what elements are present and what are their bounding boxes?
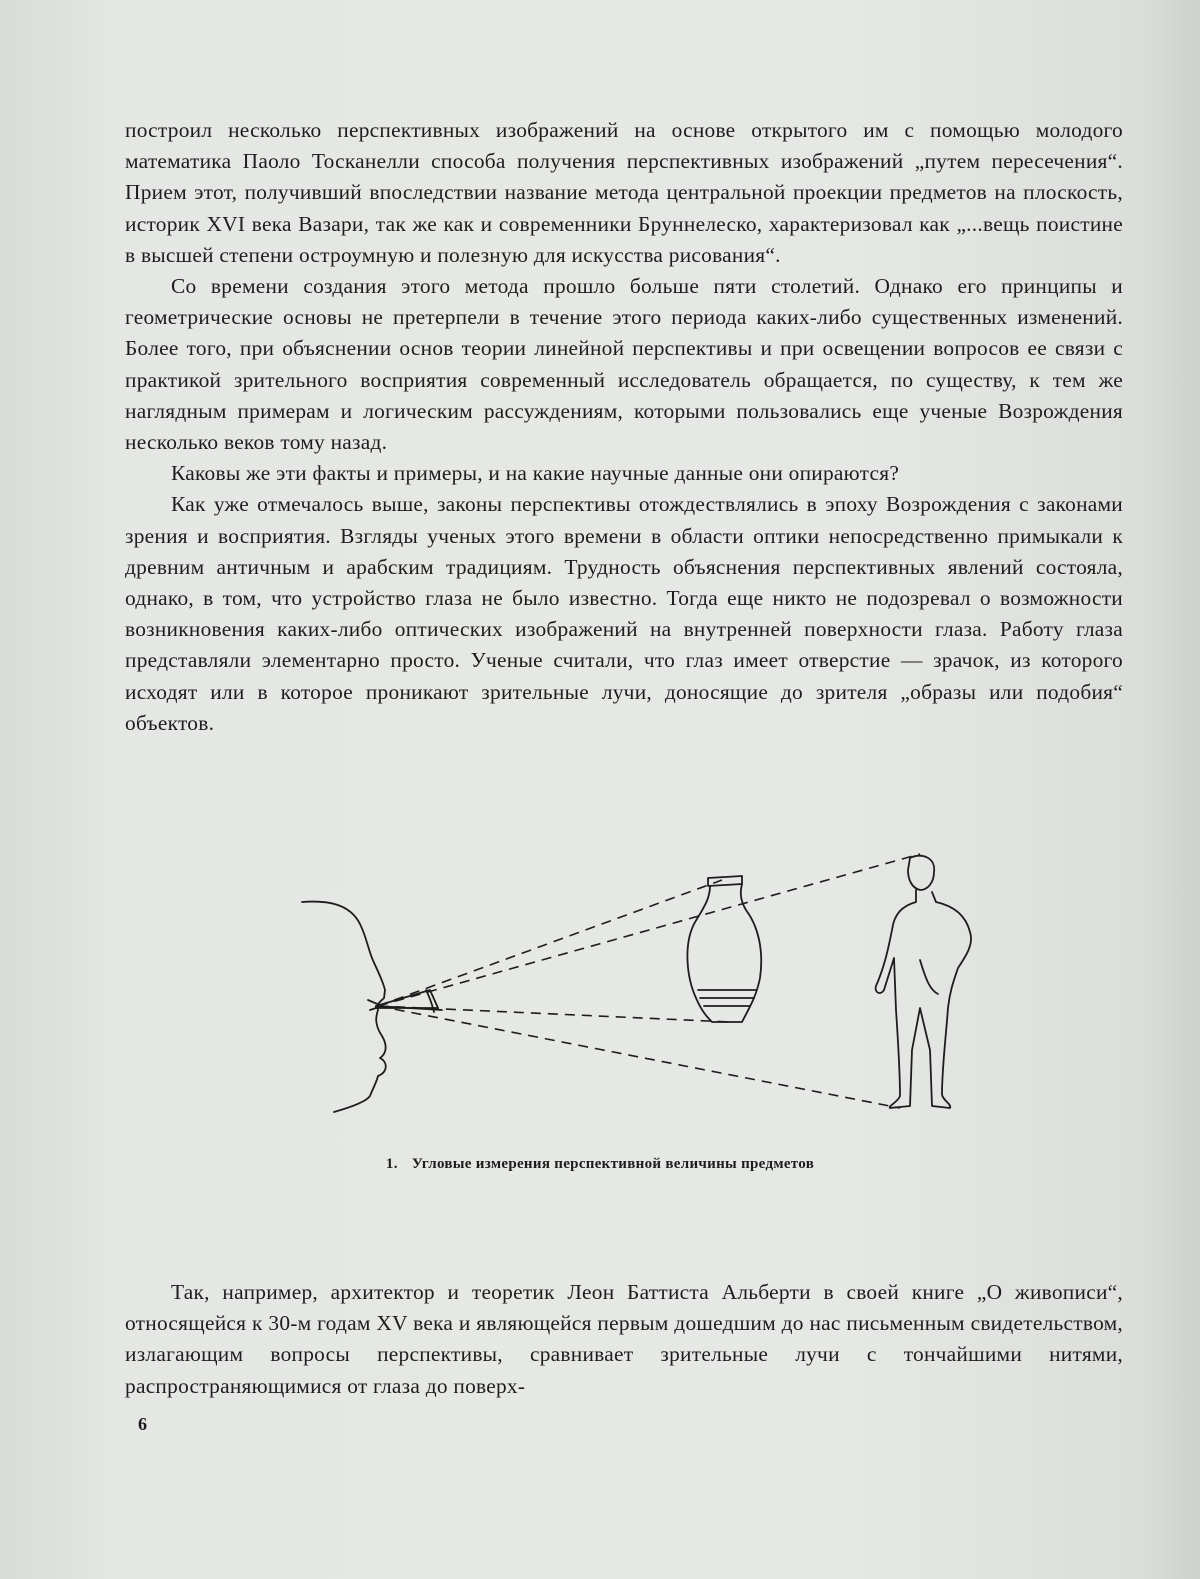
paragraph: построил несколько перспективных изображений на основе открытого им с помощью молодого математика Паоло Тосканелли способа получения перспективных изображений „путем пересечения“. Прием этот, получивший впоследствии название метода центральной проекции предметов на плоскость, историк XVI века Вазари, так же как и современники Бруннелеско, характеризовал как „...вещь поистине в высшей степени остроумную и полезную для искусства рисования“. bbox=[125, 118, 1123, 267]
page-number: 6 bbox=[138, 1414, 147, 1434]
paragraph: Каковы же эти факты и примеры, и на какие научные данные они опираются? bbox=[171, 461, 900, 486]
paragraph: Со времени создания этого метода прошло больше пяти столетий. Однако его принципы и геометрические основы не претерпели в течение этого периода каких-либо существенных изменений. Более того, при объяснении основ теории линейной перспективы и при освещении вопросов ее связи с практикой зрительного восприятия современный исследователь обращается, по существу, к тем же наглядным примерам и логическим рассуждениям, которыми пользовались еще ученые Возрождения несколько веков тому назад. bbox=[125, 274, 1123, 455]
paragraph: Как уже отмечалось выше, законы перспективы отождествлялись в эпоху Возрождения с законами зрения и восприятия. Взгляды ученых этого времени в области оптики непосредственно примыкали к древним античным и арабским традициям. Трудность объяснения перспективных явлений состояла, однако, в том, что устройство глаза не было известно. Тогда еще никто не подозревал о возможности возникновения каких-либо оптических изображений на внутренней поверхности глаза. Работу глаза представляли элементарно просто. Ученые считали, что глаз имеет отверстие — зрачок, из которого исходят или в которое проникают зрительные лучи, доносящие до зрителя „образы или подобия“ объектов. bbox=[125, 492, 1123, 735]
sight-lines bbox=[378, 854, 920, 1108]
figure-caption-text: Угловые измерения перспективной величины предметов bbox=[411, 1156, 815, 1172]
face-profile bbox=[302, 902, 386, 1112]
paragraph: Так, например, архитектор и теоретик Леон Баттиста Альберти в своей книге „О живописи“, относящейся к 30-м годам XV века и являющейся первым дошедшим до нас письменным свидетельством, излагающим вопросы перспективы, сравнивает зрительные лучи с тончайшими нитями, распространяющимися от глаза до поверх- bbox=[125, 1280, 1123, 1398]
text-block-top bbox=[125, 115, 1123, 739]
vase bbox=[687, 876, 761, 1022]
figure-caption bbox=[0, 1156, 1200, 1173]
figure-illustration bbox=[290, 840, 990, 1130]
figure-number: 1. bbox=[385, 1156, 398, 1172]
text-block-bottom bbox=[125, 1277, 1123, 1402]
standing-figure bbox=[876, 856, 971, 1108]
perspective-sight-lines-illustration bbox=[290, 840, 990, 1130]
